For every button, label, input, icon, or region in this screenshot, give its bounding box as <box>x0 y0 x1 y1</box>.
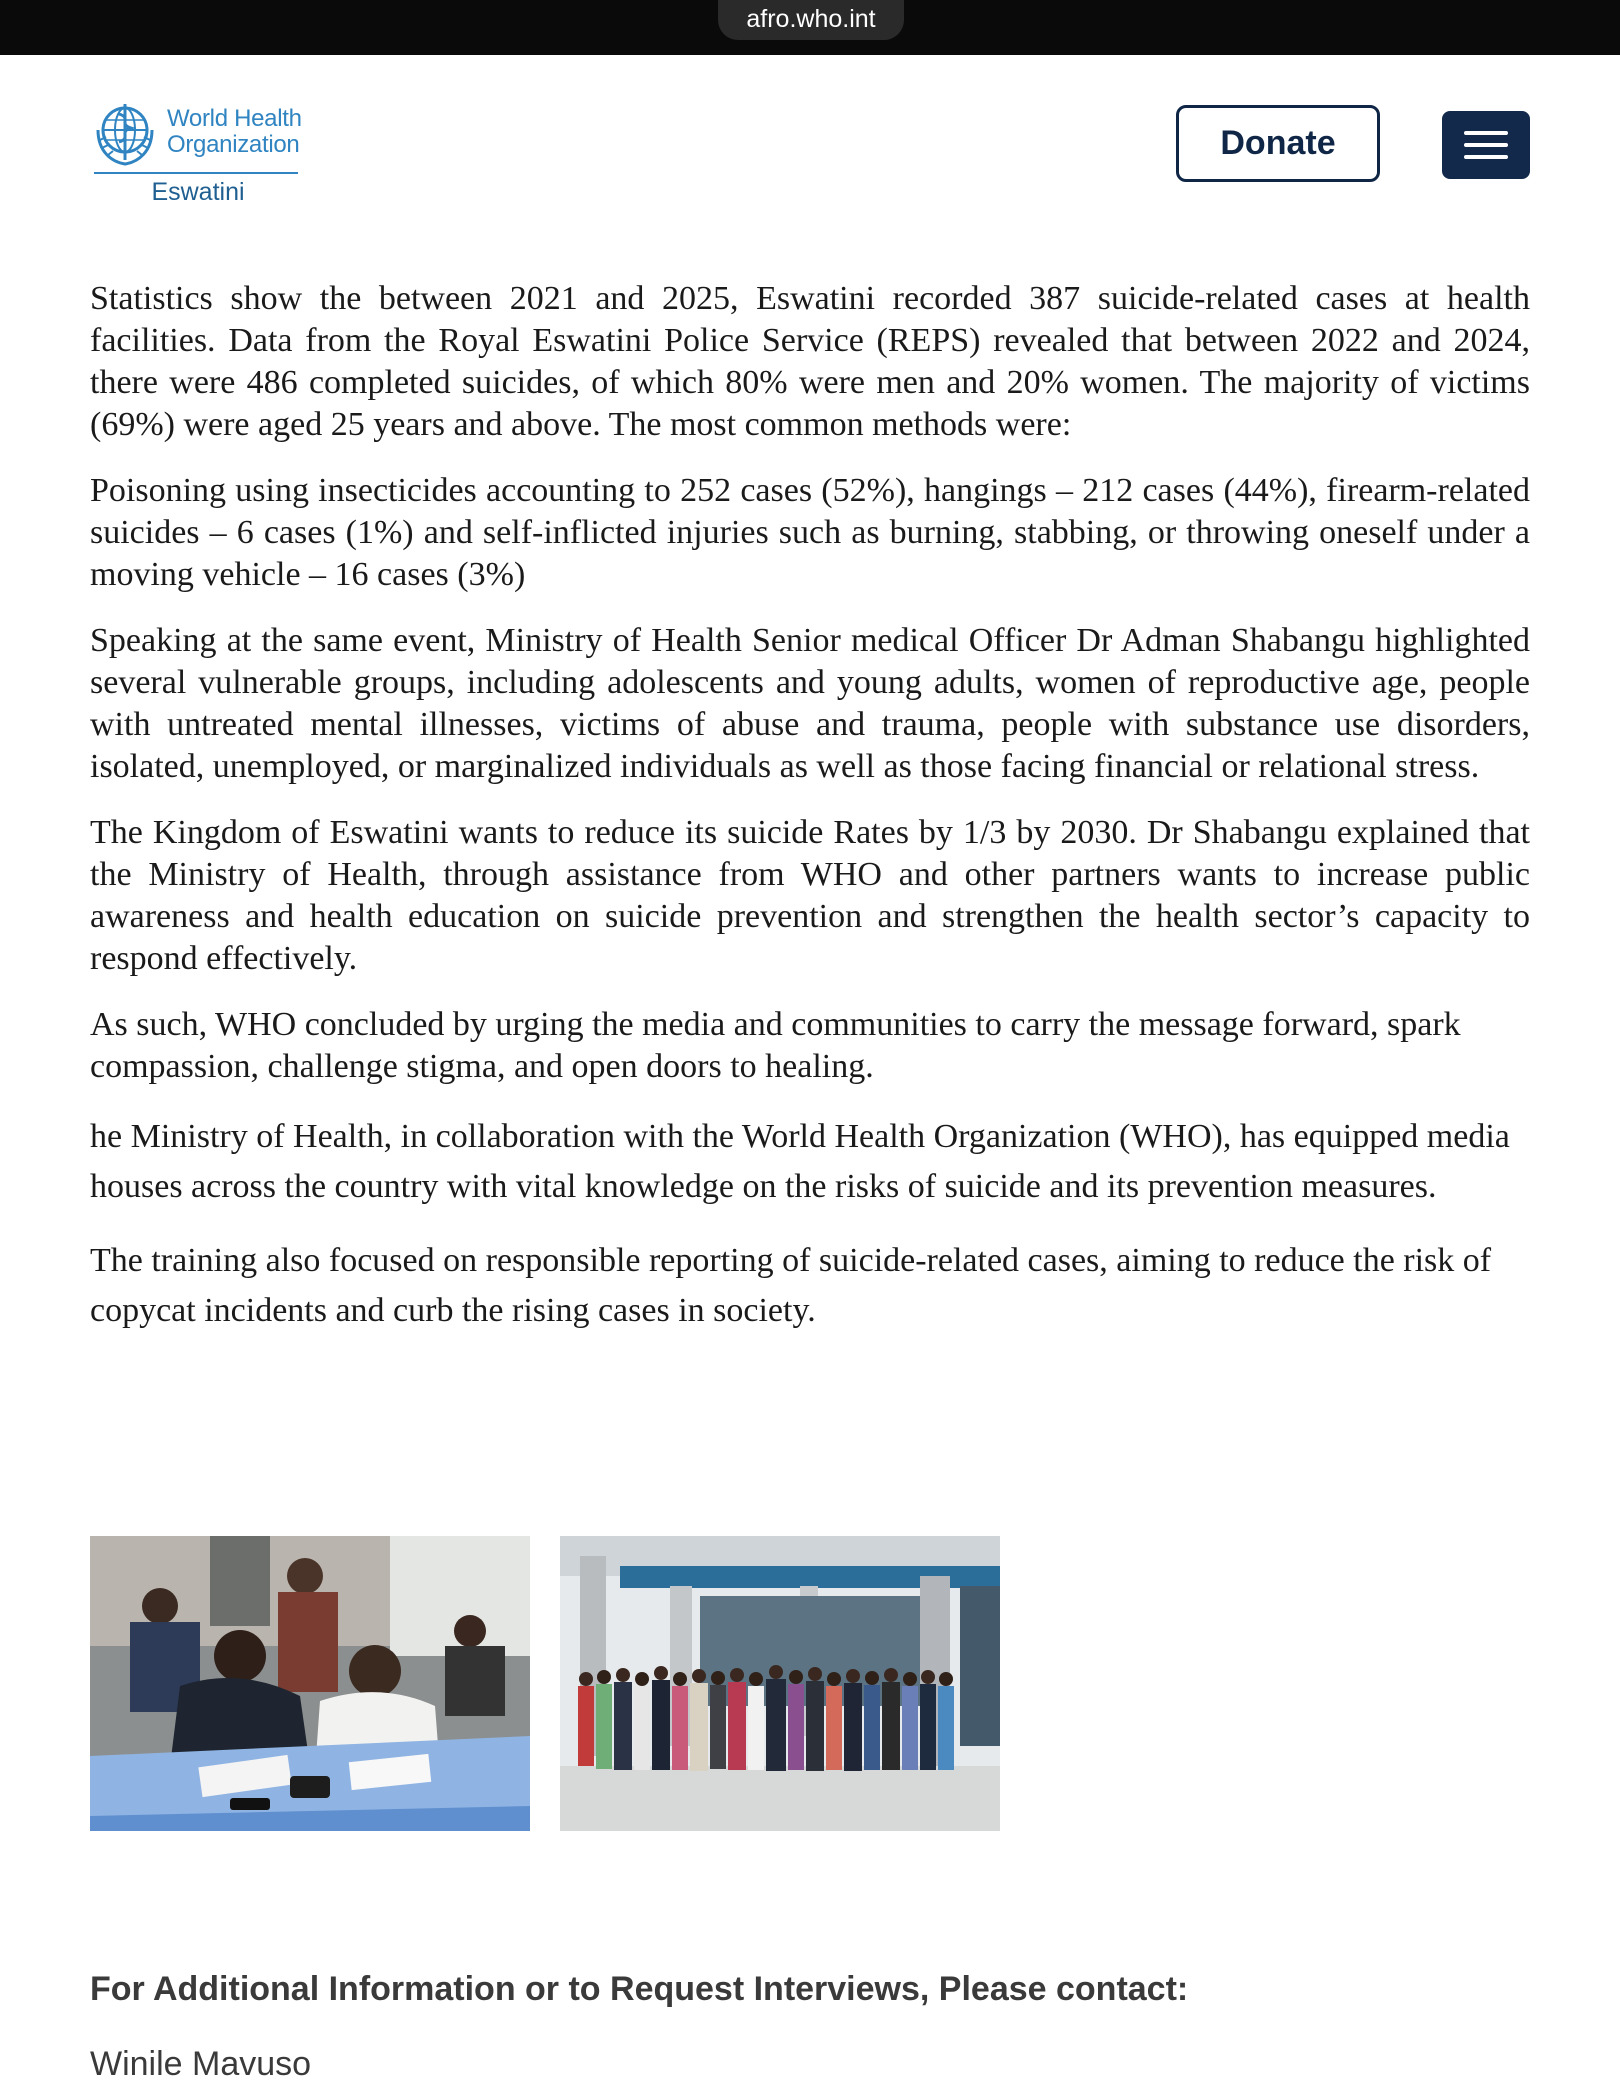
hamburger-menu-icon[interactable] <box>1442 111 1530 179</box>
logo-divider <box>94 172 298 174</box>
article-paragraph: Poisoning using insecticides accounting to 252 cases (52%), hangings – 212 cases (44%), firearm-related suicides – 6 cases (1%) and self-inflicted injuries such as burning, stabbing, or throwing oneself under a moving vehicle – 16 cases (3%) <box>90 472 1530 593</box>
group-photo[interactable] <box>560 1536 1000 1831</box>
contact-name: Winile Mavuso <box>90 2045 312 2083</box>
training-workshop-photo[interactable] <box>90 1536 530 1831</box>
logo-text-line2: Organization <box>167 131 300 158</box>
article-body <box>90 278 1530 1360</box>
who-emblem-icon <box>90 100 160 170</box>
who-logo[interactable] <box>90 98 310 213</box>
browser-top-bar <box>0 0 1620 55</box>
contact-heading: For Additional Information or to Request Interviews, Please contact: <box>90 1970 1189 2008</box>
article-paragraph: As such, WHO concluded by urging the media and communities to carry the message forward, spark compassion, challenge stigma, and open doors to healing. <box>90 1006 1461 1085</box>
url-bar[interactable]: afro.who.int <box>718 0 904 40</box>
article-paragraph: Speaking at the same event, Ministry of Health Senior medical Officer Dr Adman Shabangu highlighted several vulnerable groups, including adolescents and young adults, women of reproductive age, people with untreated mental illnesses, victims of abuse and trauma, people with substance use disorders, isolated, unemployed, or marginalized individuals as well as those facing financial or relational stress. <box>90 622 1530 785</box>
logo-country: Eswatini <box>151 178 245 206</box>
donate-button[interactable]: Donate <box>1176 105 1380 182</box>
article-paragraph: he Ministry of Health, in collaboration with the World Health Organization (WHO), has equipped media houses across the country with vital knowledge on the risks of suicide and its prevention measures. <box>90 1118 1510 1205</box>
article-paragraph: The Kingdom of Eswatini wants to reduce its suicide Rates by 1/3 by 2030. Dr Shabangu explained that the Ministry of Health, through assistance from WHO and other partners wants to increase public awareness and health education on suicide prevention and strengthen the health sector’s capacity to respond effectively. <box>90 814 1530 977</box>
article-paragraph: The training also focused on responsible reporting of suicide-related cases, aiming to reduce the risk of copycat incidents and curb the rising cases in society. <box>90 1242 1492 1329</box>
logo-text-line1: World Health <box>167 105 302 132</box>
article-paragraph: Statistics show the between 2021 and 2025, Eswatini recorded 387 suicide-related cases at health facilities. Data from the Royal Eswatini Police Service (REPS) revealed that between 2022 and 2024, there were 486 completed suicides, of which 80% were men and 20% women. The majority of victims (69%) were aged 25 years and above. The most common methods were: <box>90 280 1530 443</box>
